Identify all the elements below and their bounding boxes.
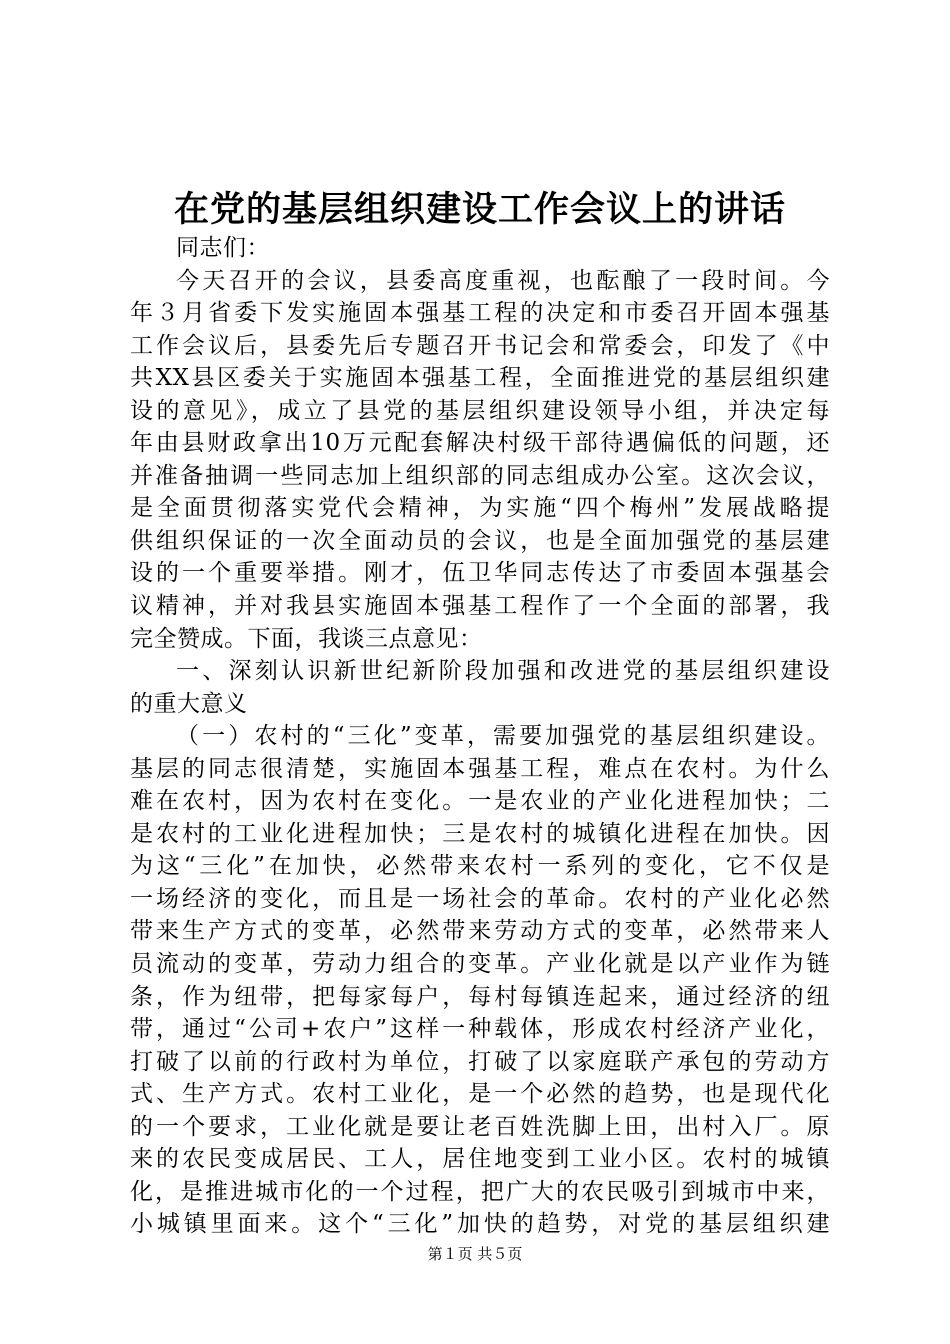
text-line: 议精神，并对我县实施固本强基工程作了一个全面的部署，我 [130, 593, 830, 620]
text-line: 为这“三化”在加快，必然带来农村一系列的变化，它不仅是 [130, 853, 830, 880]
text-line: 年３月省委下发实施固本强基工程的决定和市委召开固本强基 [130, 300, 830, 327]
page-title: 在党的基层组织建设工作会议上的讲话 [173, 189, 786, 230]
text-line: 打破了以前的行政村为单位，打破了以家庭联产承包的劳动方 [130, 1048, 830, 1075]
text-line: 一场经济的变化，而且是一场社会的革命。农村的产业化必然 [130, 885, 830, 912]
subsection-heading-line: （一）农村的“三化”变革，需要加强党的基层组织建设。 [176, 723, 830, 750]
text-line: 式、生产方式。农村工业化，是一个必然的趋势，也是现代化 [130, 1081, 830, 1108]
text-line: 小城镇里面来。这个“三化”加快的趋势，对党的基层组织建 [130, 1211, 830, 1238]
text-line: 基层的同志很清楚，实施固本强基工程，难点在农村。为什么 [130, 755, 830, 782]
section-heading: 一、深刻认识新世纪新阶段加强和改进党的基层组织建设 [176, 658, 830, 685]
text-line: 年由县财政拿出10万元配套解决村级干部待遇偏低的问题，还 [130, 430, 830, 457]
text-line: 设的一个重要举措。刚才，伍卫华同志传达了市委固本强基会 [130, 560, 830, 587]
text-line: 并准备抽调一些同志加上组织部的同志组成办公室。这次会议， [130, 462, 830, 489]
document-body [130, 232, 830, 1241]
text-line: 是农村的工业化进程加快；三是农村的城镇化进程在加快。因 [130, 820, 830, 847]
page-footer: 第１页 共５页 [427, 1245, 523, 1263]
salutation-line: 同志们： [176, 235, 270, 261]
text-line: 条，作为纽带，把每家每户，每村每镇连起来，通过经济的纽 [130, 983, 830, 1010]
text-line: 的一个要求，工业化就是要让老百姓洗脚上田，出村入厂。原 [130, 1113, 830, 1140]
text-line: 带，通过“公司+农户”这样一种载体，形成农村经济产业化， [130, 1016, 830, 1043]
text-line: 完全赞成。下面，我谈三点意见： [130, 625, 483, 652]
text-line: 供组织保证的一次全面动员的会议，也是全面加强党的基层建 [130, 527, 830, 554]
text-line: 设的意见》，成立了县党的基层组织建设领导小组，并决定每 [130, 397, 830, 424]
text-line: 带来生产方式的变革，必然带来劳动方式的变革，必然带来人 [130, 918, 830, 945]
text-line: 今天召开的会议，县委高度重视，也酝酿了一段时间。今 [176, 267, 830, 294]
text-line: 员流动的变革，劳动力组合的变革。产业化就是以产业作为链 [130, 951, 830, 978]
text-line: 共XX县区委关于实施固本强基工程，全面推进党的基层组织建 [130, 365, 830, 392]
text-line: 化，是推进城市化的一个过程，把广大的农民吸引到城市中来， [130, 1178, 830, 1205]
text-line: 是全面贯彻落实党代会精神，为实施“四个梅州”发展战略提 [130, 495, 830, 522]
text-line: 工作会议后，县委先后专题召开书记会和常委会，印发了《中 [130, 332, 830, 359]
section-heading: 的重大意义 [130, 690, 248, 717]
text-line: 来的农民变成居民、工人，居住地变到工业小区。农村的城镇 [130, 1146, 830, 1173]
text-line: 难在农村，因为农村在变化。一是农业的产业化进程加快；二 [130, 788, 830, 815]
